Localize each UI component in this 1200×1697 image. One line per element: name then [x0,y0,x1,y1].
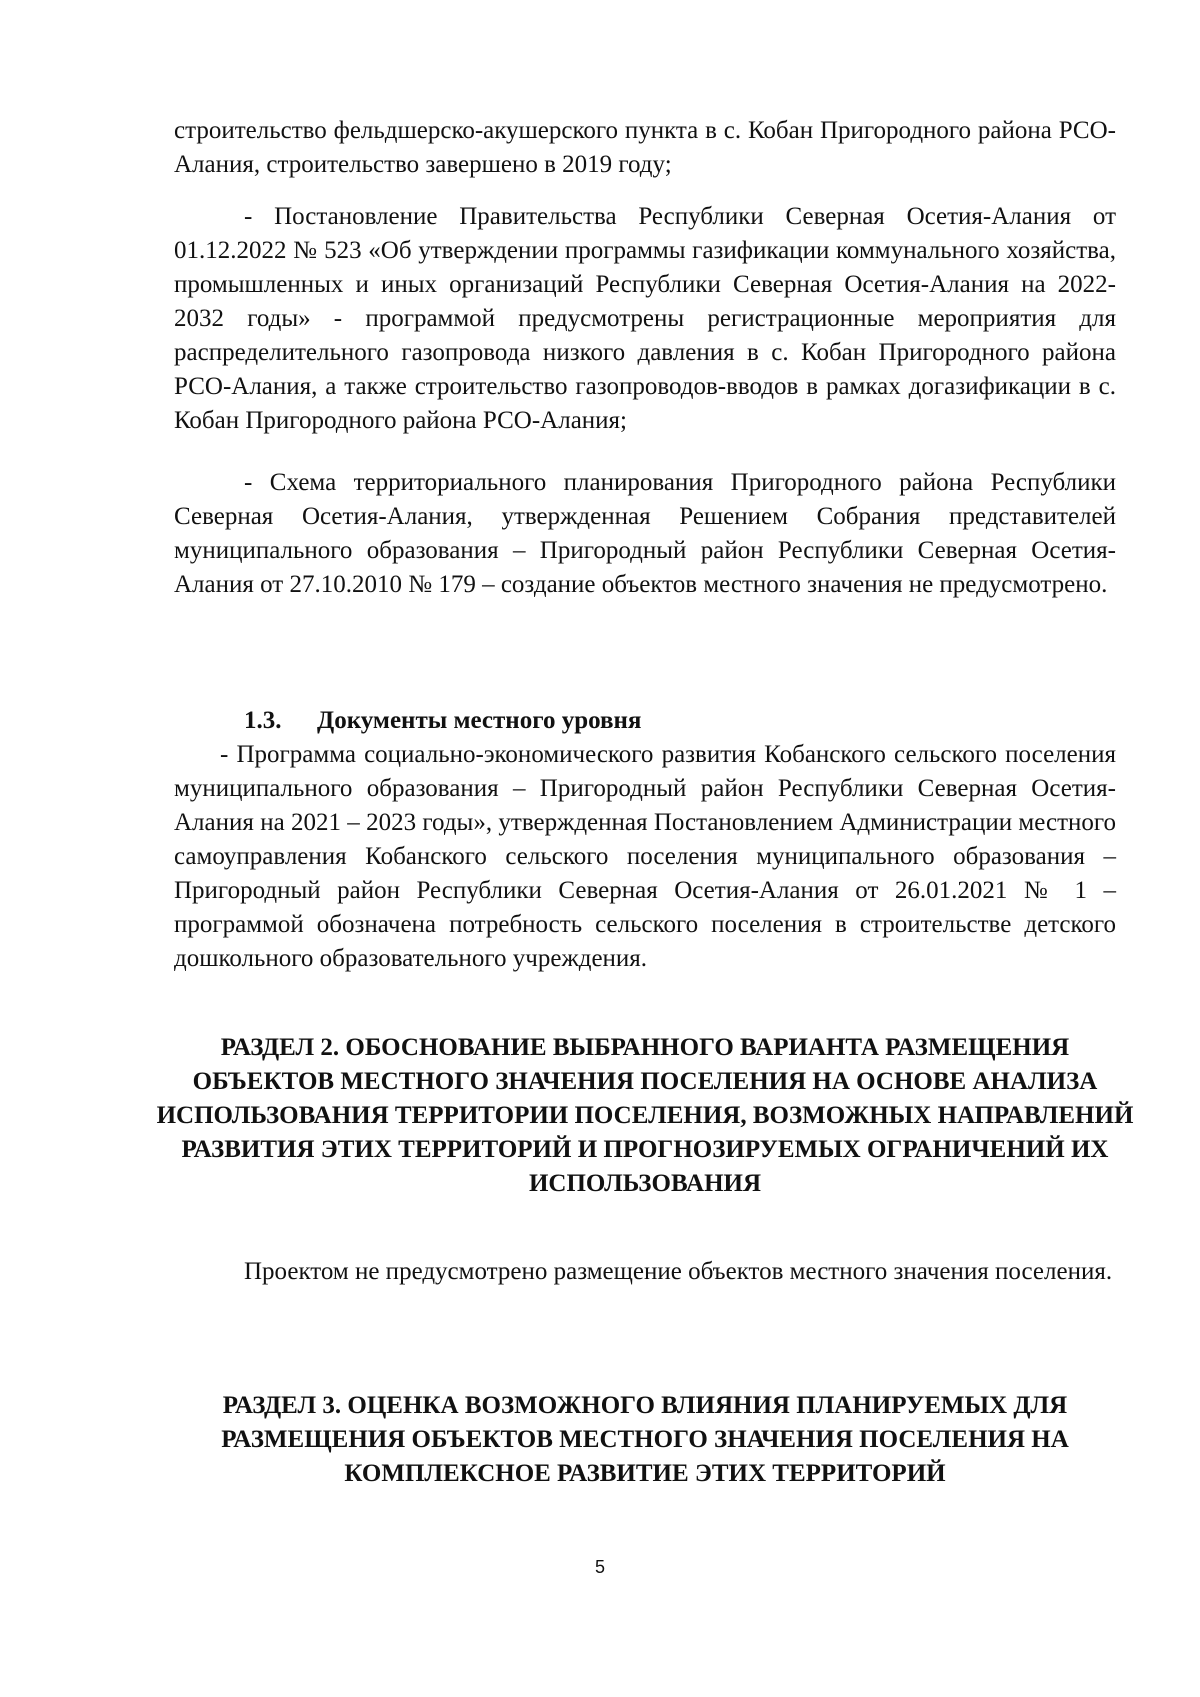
section-2-text: Проектом не предусмотрено размещение объектов местного значения поселения. [244,1258,1113,1285]
paragraph-gasification-decree: - Постановление Правительства Республики Северная Осетия-Алания от 01.12.2022 № 523 «Об утверждении программы газификации коммунального хозяйства, промышленных и иных организаций Республики Северная Осетия-Алания на 2022-2032 годы» - программой предусмотрены регистрационные мероприятия для распределительного газопровода низкого давления в с. Кобан Пригородного района РСО-Алания, а также строительство газопроводов-вводов в рамках догазификации в с. Кобан Пригородного района РСО-Алания; [174,203,1116,434]
page-number: 5 [594,1557,605,1577]
paragraph-development-program: - Программа социально-экономического развития Кобанского сельского поселения муниципального образования – Пригородный район Республики Северная Осетия-Алания на 2021 – 2023 годы», утвержденная Постановлением Администрации местного самоуправления Кобанского сельского поселения муниципального образования – Пригородный район Республики Северная Осетия-Алания от 26.01.2021 № 1 – программой обозначена потребность сельского поселения в строительстве детского дошкольного образовательного учреждения. [174,741,1116,972]
section-2-title: РАЗДЕЛ 2. ОБОСНОВАНИЕ ВЫБРАННОГО ВАРИАНТА РАЗМЕЩЕНИЯ ОБЪЕКТОВ МЕСТНОГО ЗНАЧЕНИЯ ПОСЕЛЕНИЯ НА ОСНОВЕ АНАЛИЗА ИСПОЛЬЗОВАНИЯ ТЕРРИТОРИИ ПОСЕЛЕНИЯ, ВОЗМОЖНЫХ НАПРАВЛЕНИЙ РАЗВИТИЯ ЭТИХ ТЕРРИТОРИЙ И ПРОГНОЗИРУЕМЫХ ОГРАНИЧЕНИЙ ИХ ИСПОЛЬЗОВАНИЯ [156,1034,1134,1197]
section-3-title: РАЗДЕЛ 3. ОЦЕНКА ВОЗМОЖНОГО ВЛИЯНИЯ ПЛАНИРУЕМЫХ ДЛЯ РАЗМЕЩЕНИЯ ОБЪЕКТОВ МЕСТНОГО ЗНАЧЕНИЯ ПОСЕЛЕНИЯ НА КОМПЛЕКСНОЕ РАЗВИТИЕ ЭТИХ ТЕРРИТОРИЙ [221,1392,1069,1487]
paragraph-continuation: строительство фельдшерско-акушерского пункта в с. Кобан Пригородного района РСО-Алания, строительство завершено в 2019 году; [174,117,1116,178]
subsection-number: 1.3. [244,707,282,734]
paragraph-territorial-scheme: - Схема территориального планирования Пригородного района Республики Северная Осетия-Алания, утвержденная Решением Собрания представителей муниципального образования – Пригородный район Республики Северная Осетия-Алания от 27.10.2010 № 179 – создание объектов местного значения не предусмотрено. [174,469,1116,598]
subsection-title: Документы местного уровня [317,707,642,734]
subsection-heading [244,704,944,738]
